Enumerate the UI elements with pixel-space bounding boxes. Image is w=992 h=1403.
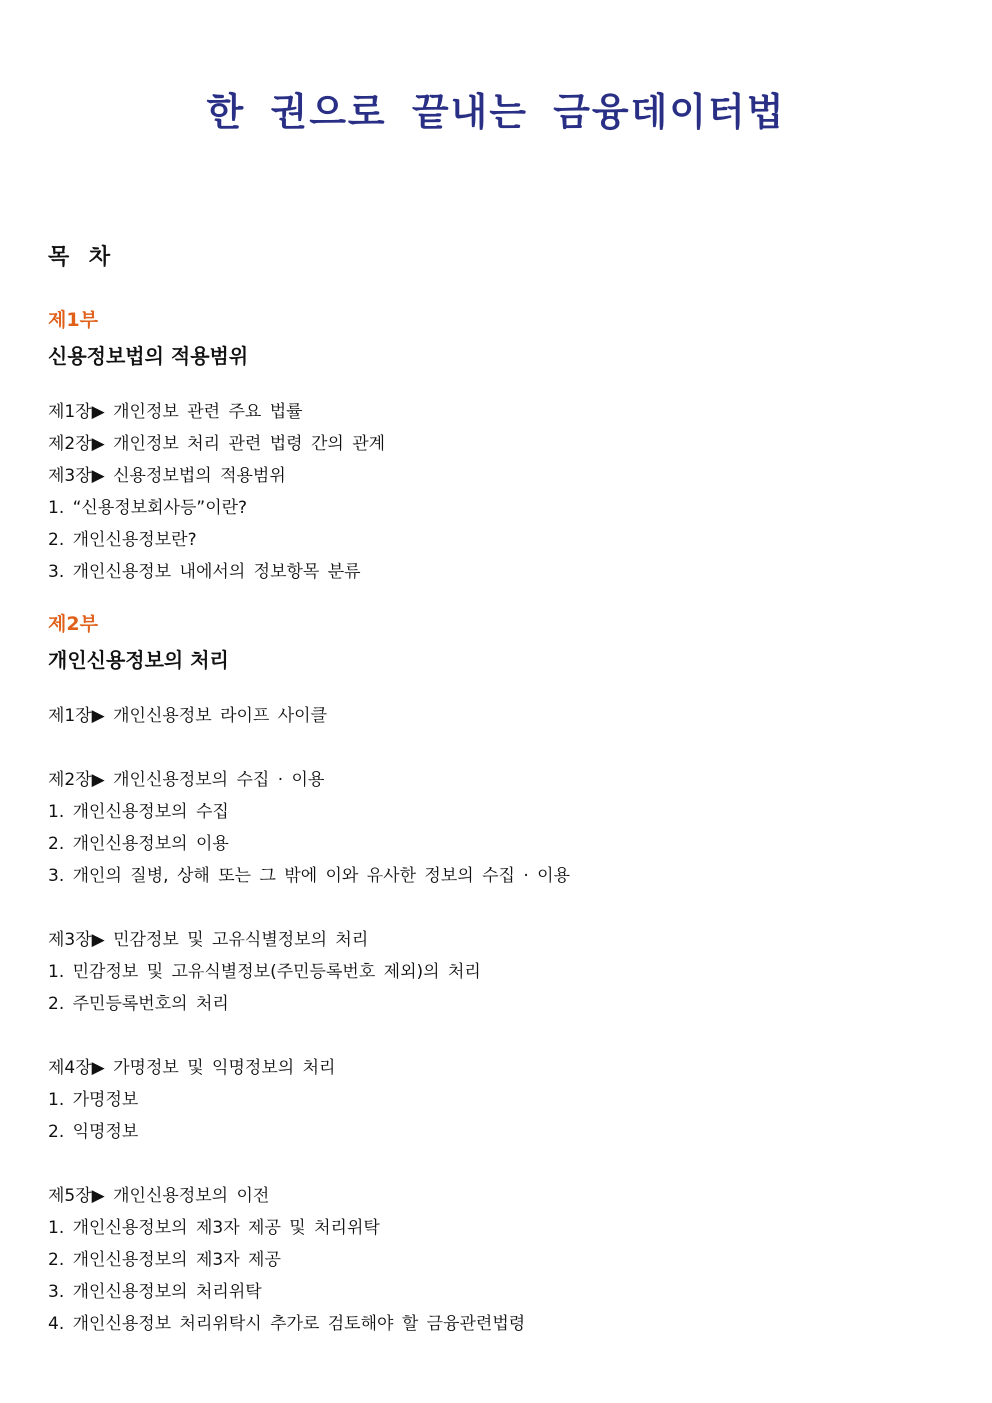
toc-entry: 제5장▶ 개인신용정보의 이전 — [48, 1186, 270, 1206]
block-spacer — [48, 892, 948, 924]
toc-parts — [48, 304, 948, 1340]
toc-entry: 2. 개인신용정보의 이용 — [48, 834, 229, 854]
toc-entry: 2. 익명정보 — [48, 1122, 139, 1142]
toc-chapter-block — [48, 1180, 948, 1340]
toc-entry: 1. “신용정보회사등”이란? — [48, 498, 248, 518]
document-title: 한 권으로 끝내는 금융데이터법 — [206, 90, 786, 134]
part-label: 제1부 — [48, 309, 98, 331]
toc-entry: 3. 개인신용정보의 처리위탁 — [48, 1282, 262, 1302]
toc-entry: 2. 주민등록번호의 처리 — [48, 994, 229, 1014]
toc-part-section — [48, 608, 948, 1340]
toc-entry: 1. 개인신용정보의 수집 — [48, 802, 229, 822]
part-title: 신용정보법의 적용범위 — [48, 344, 249, 368]
toc-entry: 제1장▶ 개인신용정보 라이프 사이클 — [48, 706, 328, 726]
toc-part-section — [48, 304, 948, 588]
toc-entry: 3. 개인의 질병, 상해 또는 그 밖에 이와 유사한 정보의 수집 · 이용 — [48, 866, 571, 886]
toc-chapter-block — [48, 924, 948, 1020]
toc-entry: 제3장▶ 민감정보 및 고유식별정보의 처리 — [48, 930, 369, 950]
toc-entry: 2. 개인신용정보의 제3자 제공 — [48, 1250, 281, 1270]
toc-entry: 1. 가명정보 — [48, 1090, 139, 1110]
toc-entry: 제1장▶ 개인정보 관련 주요 법률 — [48, 402, 303, 422]
toc-heading: 목 차 — [48, 245, 117, 270]
toc-entry: 3. 개인신용정보 내에서의 정보항목 분류 — [48, 562, 361, 582]
block-spacer — [48, 732, 948, 764]
toc-entry: 제3장▶ 신용정보법의 적용범위 — [48, 466, 286, 486]
block-spacer — [48, 1020, 948, 1052]
toc-entry: 1. 민감정보 및 고유식별정보(주민등록번호 제외)의 처리 — [48, 962, 481, 982]
toc-chapter-block — [48, 1052, 948, 1148]
part-spacer — [48, 588, 948, 608]
toc-entry: 1. 개인신용정보의 제3자 제공 및 처리위탁 — [48, 1218, 380, 1238]
part-title: 개인신용정보의 처리 — [48, 648, 229, 672]
toc-entry: 제4장▶ 가명정보 및 익명정보의 처리 — [48, 1058, 336, 1078]
table-of-contents — [48, 240, 948, 1340]
toc-entry: 2. 개인신용정보란? — [48, 530, 197, 550]
toc-chapter-block — [48, 396, 948, 588]
toc-entry: 제2장▶ 개인정보 처리 관련 법령 간의 관계 — [48, 434, 386, 454]
toc-entry: 4. 개인신용정보 처리위탁시 추가로 검토해야 할 금융관련법령 — [48, 1314, 526, 1334]
toc-entry: 제2장▶ 개인신용정보의 수집 · 이용 — [48, 770, 325, 790]
toc-chapter-block — [48, 764, 948, 892]
part-label: 제2부 — [48, 613, 98, 635]
toc-chapter-block — [48, 700, 948, 732]
block-spacer — [48, 1148, 948, 1180]
